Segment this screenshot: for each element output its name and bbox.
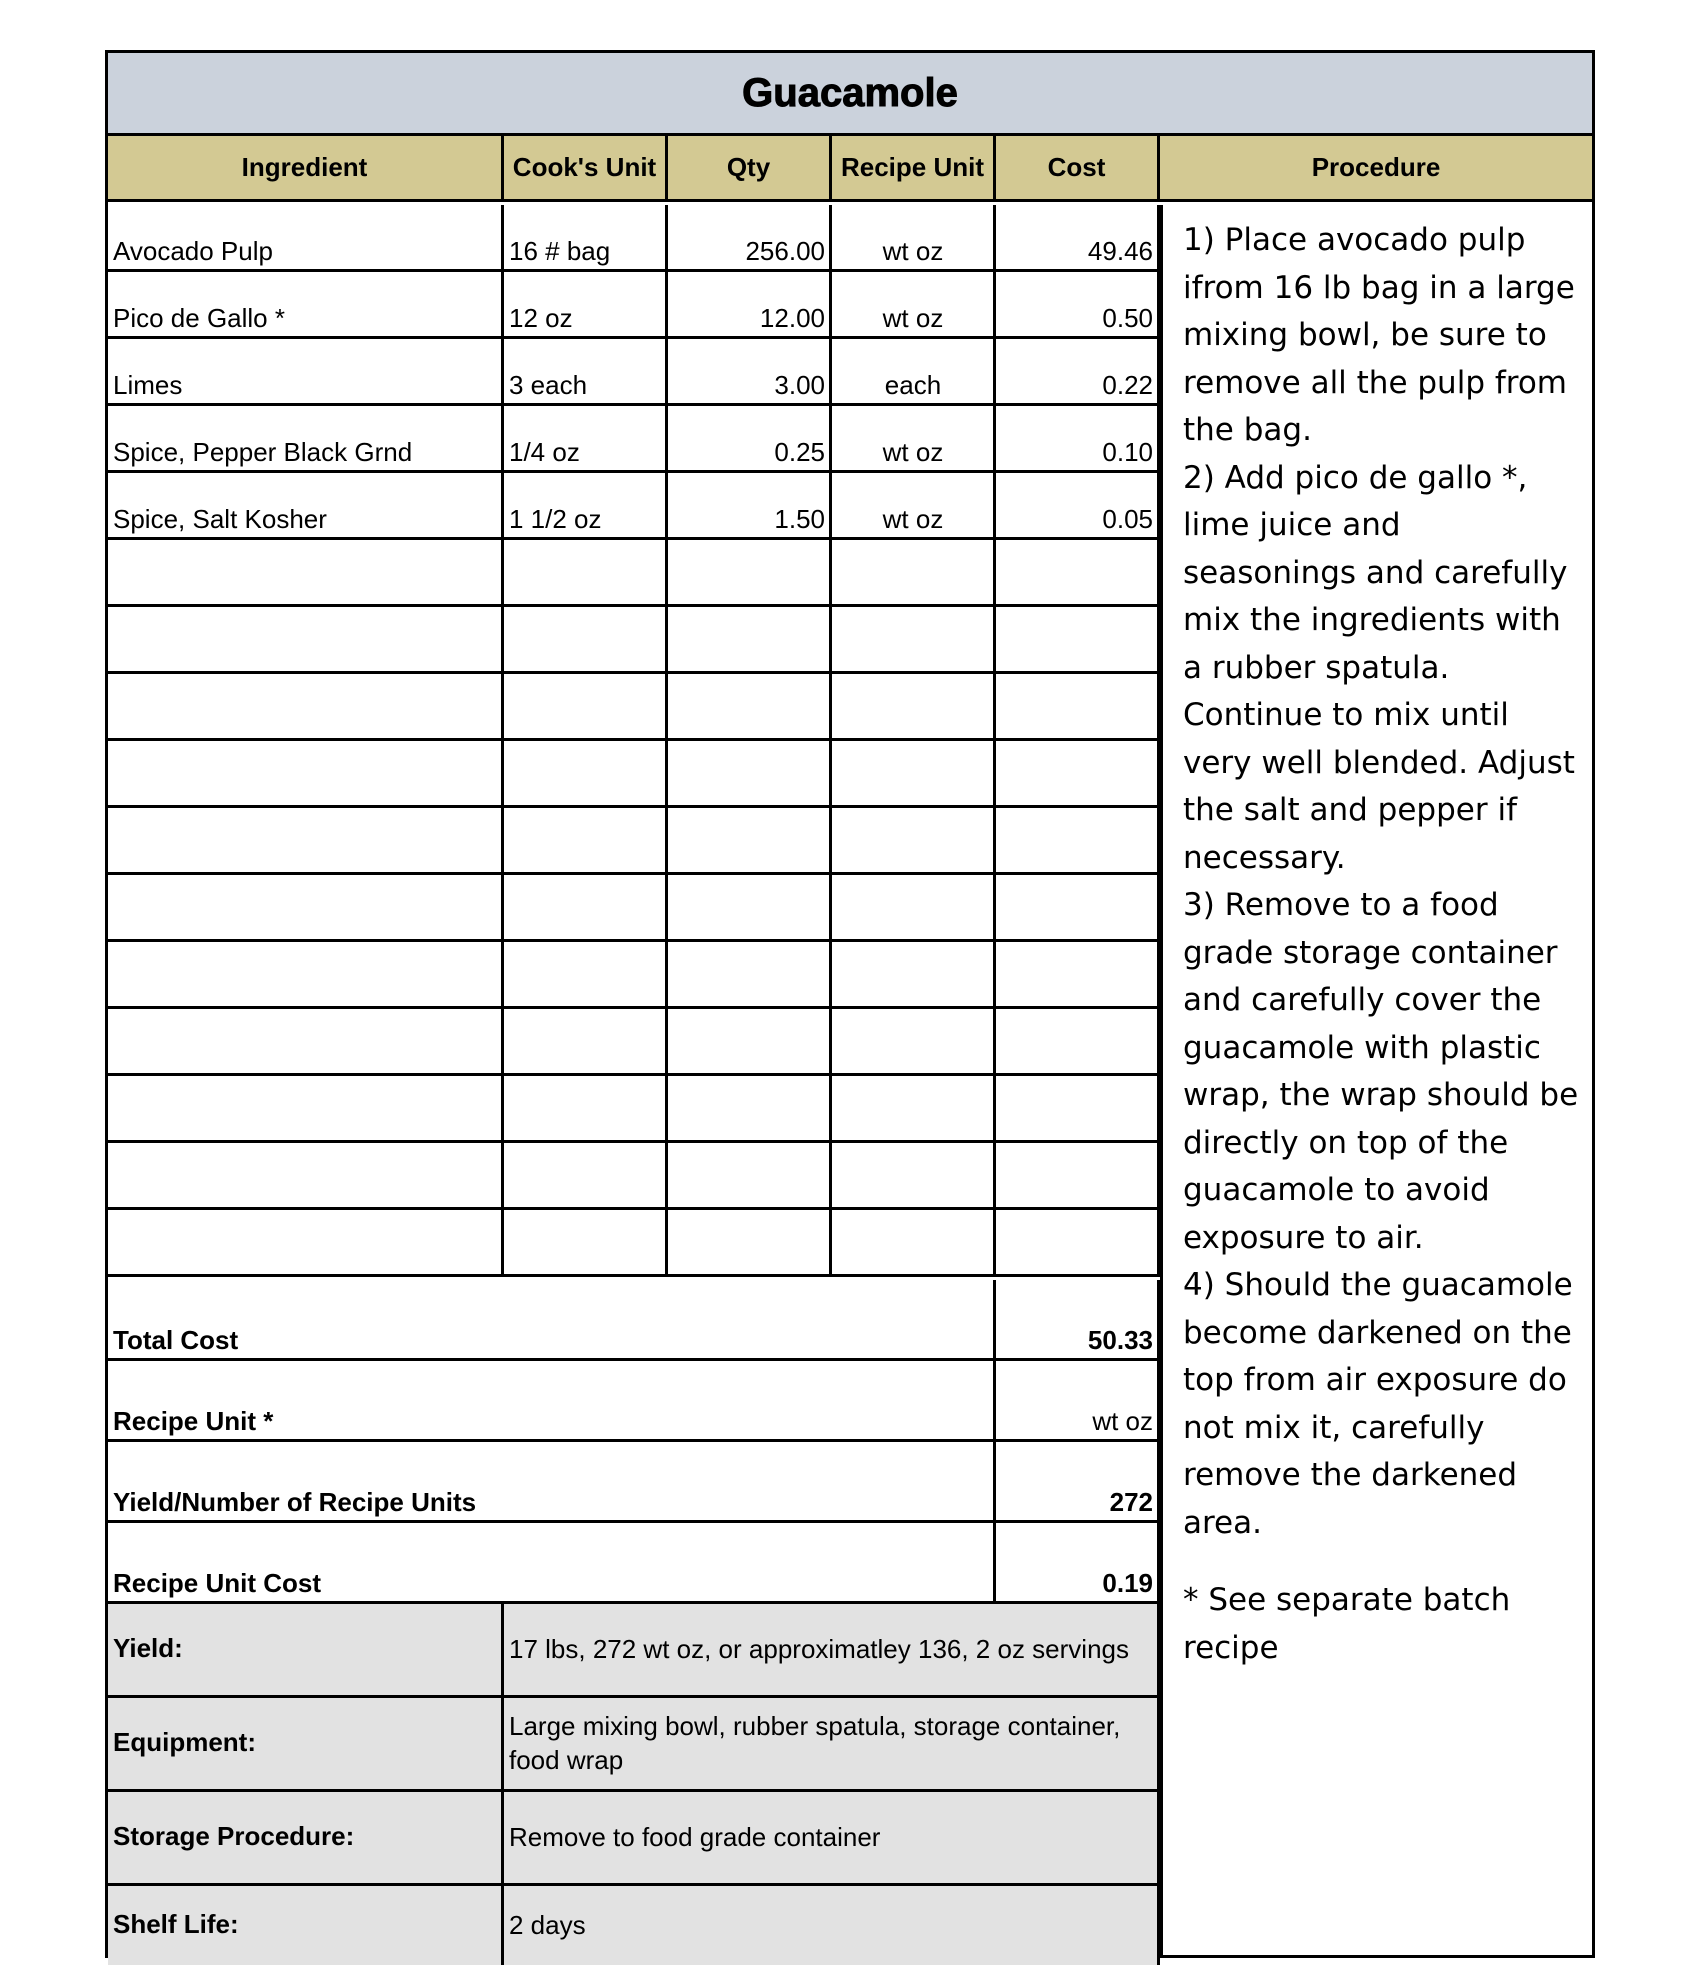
empty-cell <box>832 741 996 808</box>
ingredient-cell-cooks-unit: 12 oz <box>504 272 668 339</box>
procedure-step: 4) Should the guacamole become darkened on the top from air exposure do not mix it, carefully remove the darkened area. <box>1183 1267 1573 1541</box>
ingredient-cell-name: Spice, Pepper Black Grnd <box>108 406 504 473</box>
empty-cell <box>668 808 832 875</box>
empty-cell <box>832 674 996 741</box>
header-recipe-unit: Recipe Unit <box>832 136 996 202</box>
empty-cell <box>668 875 832 942</box>
empty-cell <box>504 741 668 808</box>
ingredient-cell-recipe-unit: each <box>832 339 996 406</box>
empty-cell <box>832 540 996 607</box>
ingredient-cell-recipe-unit: wt oz <box>832 406 996 473</box>
summary-label: Yield/Number of Recipe Units <box>108 1442 996 1523</box>
empty-cell <box>504 1009 668 1076</box>
empty-cell <box>108 1076 504 1143</box>
empty-cell <box>108 540 504 607</box>
empty-cell <box>996 1076 1160 1143</box>
empty-cell <box>504 875 668 942</box>
empty-cell <box>504 607 668 674</box>
empty-cell <box>504 942 668 1009</box>
empty-cell <box>108 1143 504 1210</box>
ingredient-cell-qty: 3.00 <box>668 339 832 406</box>
ingredient-cell-qty: 0.25 <box>668 406 832 473</box>
info-value: 17 lbs, 272 wt oz, or approximatley 136, 2 oz servings <box>504 1604 1160 1698</box>
recipe-title: Guacamole <box>108 53 1592 136</box>
info-label: Storage Procedure: <box>108 1792 504 1886</box>
summary-value: wt oz <box>996 1361 1160 1442</box>
empty-cell <box>996 607 1160 674</box>
empty-cell <box>832 1210 996 1277</box>
empty-cell <box>668 1210 832 1277</box>
empty-cell <box>504 1076 668 1143</box>
empty-cell <box>832 1143 996 1210</box>
ingredient-cell-name: Avocado Pulp <box>108 205 504 272</box>
empty-cell <box>996 1143 1160 1210</box>
empty-cell <box>504 808 668 875</box>
header-ingredient: Ingredient <box>108 136 504 202</box>
summary-label: Recipe Unit Cost <box>108 1523 996 1604</box>
empty-cell <box>668 741 832 808</box>
recipe-sheet <box>105 50 1595 1958</box>
empty-cell <box>996 1210 1160 1277</box>
info-value: 2 days <box>504 1886 1160 1965</box>
empty-cell <box>668 674 832 741</box>
empty-cell <box>108 607 504 674</box>
empty-cell <box>996 875 1160 942</box>
ingredient-cell-cost: 0.10 <box>996 406 1160 473</box>
info-label: Yield: <box>108 1604 504 1698</box>
empty-cell <box>668 1143 832 1210</box>
ingredient-cell-name: Pico de Gallo * <box>108 272 504 339</box>
ingredient-cell-cost: 0.05 <box>996 473 1160 540</box>
ingredient-cell-recipe-unit: wt oz <box>832 205 996 272</box>
summary-label: Recipe Unit * <box>108 1361 996 1442</box>
summary-value: 0.19 <box>996 1523 1160 1604</box>
empty-cell <box>996 942 1160 1009</box>
info-value: Large mixing bowl, rubber spatula, storage container, food wrap <box>504 1698 1160 1792</box>
empty-cell <box>832 1009 996 1076</box>
header-cost: Cost <box>996 136 1160 202</box>
ingredient-cell-cooks-unit: 1 1/2 oz <box>504 473 668 540</box>
procedure-note: * See separate batch recipe <box>1183 1582 1511 1666</box>
summary-label: Total Cost <box>108 1280 996 1361</box>
ingredient-cell-qty: 1.50 <box>668 473 832 540</box>
empty-cell <box>832 942 996 1009</box>
procedure-step: 2) Add pico de gallo *, lime juice and seasonings and carefully mix the ingredients with a rubber spatula. Continue to mix until very well blended. Adjust the salt and pepper if necessary. <box>1183 459 1575 876</box>
ingredient-cell-recipe-unit: wt oz <box>832 473 996 540</box>
empty-cell <box>108 1210 504 1277</box>
empty-cell <box>832 808 996 875</box>
empty-cell <box>668 540 832 607</box>
empty-cell <box>996 1009 1160 1076</box>
ingredient-cell-qty: 12.00 <box>668 272 832 339</box>
ingredient-cell-name: Limes <box>108 339 504 406</box>
empty-cell <box>832 607 996 674</box>
ingredient-cell-cooks-unit: 3 each <box>504 339 668 406</box>
header-procedure: Procedure <box>1160 136 1592 202</box>
empty-cell <box>832 875 996 942</box>
empty-cell <box>108 808 504 875</box>
procedure-text <box>1163 205 1589 1955</box>
ingredient-cell-name: Spice, Salt Kosher <box>108 473 504 540</box>
info-label: Shelf Life: <box>108 1886 504 1965</box>
summary-value: 272 <box>996 1442 1160 1523</box>
info-label: Equipment: <box>108 1698 504 1792</box>
empty-cell <box>996 808 1160 875</box>
empty-cell <box>108 875 504 942</box>
ingredient-cell-qty: 256.00 <box>668 205 832 272</box>
ingredient-cell-cooks-unit: 1/4 oz <box>504 406 668 473</box>
header-cooks-unit: Cook's Unit <box>504 136 668 202</box>
empty-cell <box>108 741 504 808</box>
empty-cell <box>832 1076 996 1143</box>
empty-cell <box>668 1076 832 1143</box>
header-qty: Qty <box>668 136 832 202</box>
empty-cell <box>996 674 1160 741</box>
empty-cell <box>668 1009 832 1076</box>
empty-cell <box>668 942 832 1009</box>
empty-cell <box>108 942 504 1009</box>
procedure-step: 3) Remove to a food grade storage container and carefully cover the guacamole with plastic wrap, the wrap should be directly on top of the guacamole to avoid exposure to air. <box>1183 887 1579 1256</box>
empty-cell <box>504 1210 668 1277</box>
empty-cell <box>996 540 1160 607</box>
summary-value: 50.33 <box>996 1280 1160 1361</box>
empty-cell <box>996 741 1160 808</box>
empty-cell <box>504 540 668 607</box>
ingredient-cell-cost: 49.46 <box>996 205 1160 272</box>
empty-cell <box>668 607 832 674</box>
info-value: Remove to food grade container <box>504 1792 1160 1886</box>
ingredient-cell-cost: 0.22 <box>996 339 1160 406</box>
ingredient-cell-recipe-unit: wt oz <box>832 272 996 339</box>
empty-cell <box>504 674 668 741</box>
ingredient-cell-cooks-unit: 16 # bag <box>504 205 668 272</box>
empty-cell <box>108 1009 504 1076</box>
ingredient-cell-cost: 0.50 <box>996 272 1160 339</box>
procedure-step: 1) Place avocado pulp ifrom 16 lb bag in a large mixing bowl, be sure to remove all the pulp from the bag. <box>1183 222 1575 448</box>
empty-cell <box>108 674 504 741</box>
empty-cell <box>504 1143 668 1210</box>
